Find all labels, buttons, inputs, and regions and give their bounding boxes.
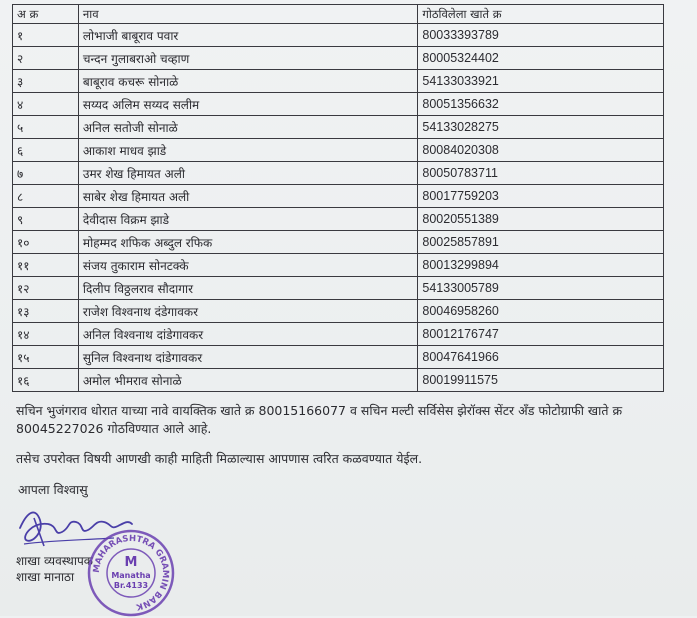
serial-cell: १३ bbox=[13, 300, 79, 323]
serial-cell: २ bbox=[13, 47, 79, 70]
table-row bbox=[13, 231, 664, 254]
name-cell: अनिल विश्वनाथ दांडेगावकर bbox=[78, 323, 417, 346]
name-cell: उमर शेख हिमायत अली bbox=[78, 162, 417, 185]
account-cell: 80046958260 bbox=[418, 300, 664, 323]
frozen-accounts-table bbox=[12, 4, 664, 392]
table-header-row bbox=[13, 5, 664, 24]
seal-logo-m: M bbox=[124, 555, 138, 570]
account-cell: 80005324402 bbox=[418, 47, 664, 70]
name-cell: बाबूराव कचरू सोनाळे bbox=[78, 70, 417, 93]
seal-center-line1: Manatha bbox=[111, 571, 151, 580]
account-cell: 80017759203 bbox=[418, 185, 664, 208]
table-row bbox=[13, 300, 664, 323]
signatory-role-1: शाखा व्यवस्थापक bbox=[16, 554, 93, 568]
serial-cell: ८ bbox=[13, 185, 79, 208]
name-cell: राजेश विश्वनाथ दंडेगावकर bbox=[78, 300, 417, 323]
serial-cell: १० bbox=[13, 231, 79, 254]
serial-cell: १ bbox=[13, 24, 79, 47]
table-row bbox=[13, 208, 664, 231]
name-cell: चन्दन गुलाबराओ चव्हाण bbox=[78, 47, 417, 70]
name-cell: अनिल सतोजी सोनाळे bbox=[78, 116, 417, 139]
name-cell: अमोल भीमराव सोनाळे bbox=[78, 369, 417, 392]
account-cell: 80013299894 bbox=[418, 254, 664, 277]
name-cell: लोभाजी बाबूराव पवार bbox=[78, 24, 417, 47]
account-cell: 54133028275 bbox=[418, 116, 664, 139]
table-row bbox=[13, 162, 664, 185]
account-cell: 80084020308 bbox=[418, 139, 664, 162]
serial-cell: ९ bbox=[13, 208, 79, 231]
serial-cell: ११ bbox=[13, 254, 79, 277]
table-row bbox=[13, 323, 664, 346]
table-row bbox=[13, 116, 664, 139]
serial-cell: १५ bbox=[13, 346, 79, 369]
table-row bbox=[13, 254, 664, 277]
name-cell: साबेर शेख हिमायत अली bbox=[78, 185, 417, 208]
account-cell: 80047641966 bbox=[418, 346, 664, 369]
table-row bbox=[13, 369, 664, 392]
closing-salutation: आपला विश्वासु bbox=[18, 482, 88, 497]
name-cell: दिलीप विठ्ठलराव सौदागार bbox=[78, 277, 417, 300]
account-cell: 80025857891 bbox=[418, 231, 664, 254]
seal-center-line2: Br.4133 bbox=[113, 581, 149, 590]
serial-cell: १२ bbox=[13, 277, 79, 300]
seal-ring-text: MAHARASHTRA GRAMIN BANK bbox=[91, 533, 171, 612]
header-serial: अ क्र bbox=[13, 5, 79, 24]
table-row bbox=[13, 70, 664, 93]
serial-cell: ७ bbox=[13, 162, 79, 185]
account-cell: 54133005789 bbox=[418, 277, 664, 300]
table-row bbox=[13, 24, 664, 47]
name-cell: संजय तुकाराम सोनटक्के bbox=[78, 254, 417, 277]
bank-seal-stamp bbox=[86, 528, 176, 618]
serial-cell: ६ bbox=[13, 139, 79, 162]
account-cell: 54133033921 bbox=[418, 70, 664, 93]
account-cell: 80012176747 bbox=[418, 323, 664, 346]
paragraph-further-info: तसेच उपरोक्त विषयी आणखी काही माहिती मिळाल्यास आपणास त्वरित कळवण्यात येईल. bbox=[16, 451, 423, 466]
serial-cell: १६ bbox=[13, 369, 79, 392]
account-cell: 80051356632 bbox=[418, 93, 664, 116]
table-row bbox=[13, 47, 664, 70]
serial-cell: ३ bbox=[13, 70, 79, 93]
name-cell: आकाश माधव झाडे bbox=[78, 139, 417, 162]
name-cell: सुनिल विश्वनाथ दांडेगावकर bbox=[78, 346, 417, 369]
table-row bbox=[13, 93, 664, 116]
table-row bbox=[13, 139, 664, 162]
name-cell: मोहम्मद शफिक अब्दुल रफिक bbox=[78, 231, 417, 254]
account-cell: 80050783711 bbox=[418, 162, 664, 185]
name-cell: देवीदास विक्रम झाडे bbox=[78, 208, 417, 231]
serial-cell: ४ bbox=[13, 93, 79, 116]
table-row bbox=[13, 277, 664, 300]
serial-cell: ५ bbox=[13, 116, 79, 139]
header-name: नाव bbox=[78, 5, 417, 24]
name-cell: सय्यद अलिम सय्यद सलीम bbox=[78, 93, 417, 116]
account-cell: 80019911575 bbox=[418, 369, 664, 392]
account-cell: 80020551389 bbox=[418, 208, 664, 231]
header-account: गोठविलेला खाते क्र bbox=[418, 5, 664, 24]
paragraph-frozen-accounts-note: सचिन भुजंगराव धोरात याच्या नावे वायक्तिक खाते क्र 80015166077 व सचिन मल्टी सर्विसेस झेरॉक्स सेंटर अँड फोटोग्राफी खाते क्र 80045227026 गोठविण्यात आले आहे. bbox=[16, 403, 623, 436]
serial-cell: १४ bbox=[13, 323, 79, 346]
table-row bbox=[13, 346, 664, 369]
signatory-role-2: शाखा मानाठा bbox=[16, 570, 75, 584]
table-row bbox=[13, 185, 664, 208]
account-cell: 80033393789 bbox=[418, 24, 664, 47]
